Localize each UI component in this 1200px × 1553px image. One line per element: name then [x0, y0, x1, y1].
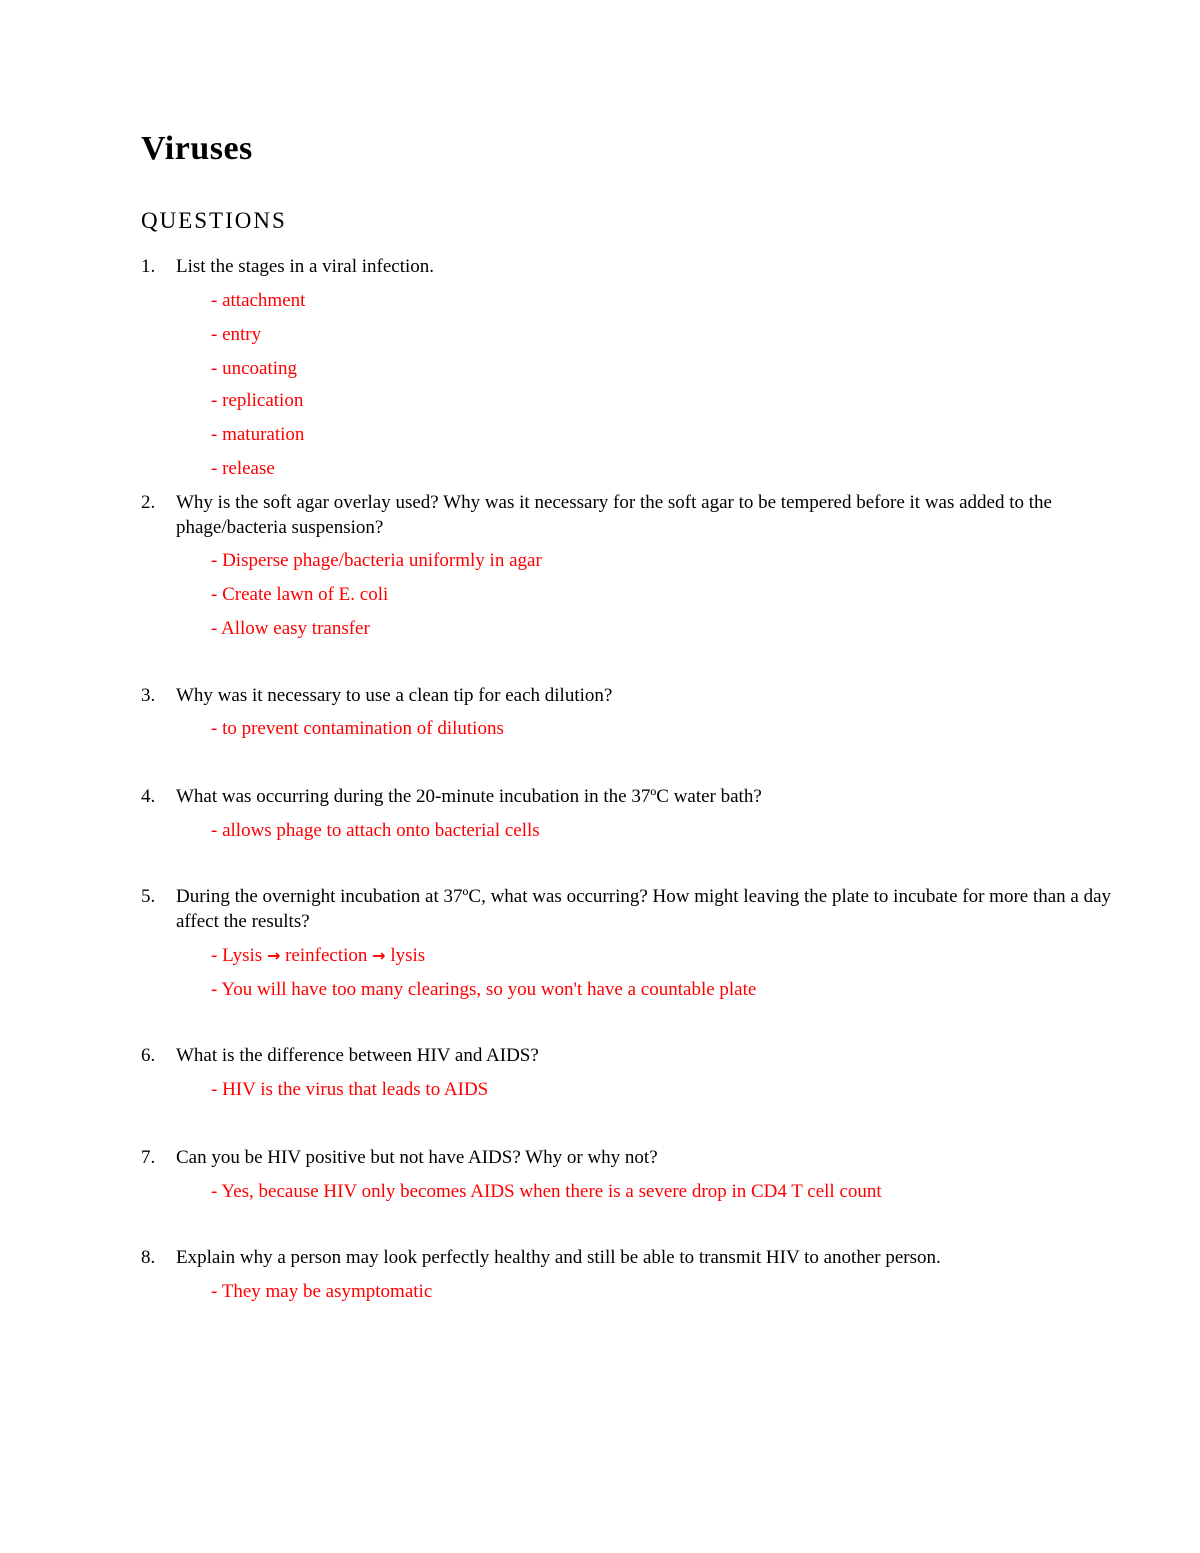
- answer-line: - Create lawn of E. coli: [211, 584, 389, 605]
- answer-line: - HIV is the virus that leads to AIDS: [211, 1079, 489, 1100]
- arrow-right-icon: →: [266, 946, 281, 965]
- question-number: 7.: [141, 1147, 156, 1168]
- document-title: Viruses: [141, 130, 253, 167]
- question-number: 5.: [141, 886, 156, 907]
- question-number: 1.: [141, 256, 156, 277]
- answer-line: - allows phage to attach onto bacterial cells: [211, 820, 540, 841]
- answer-line: - replication: [211, 390, 304, 411]
- question-text: List the stages in a viral infection.: [176, 256, 435, 277]
- answer-line: - You will have too many clearings, so you won't have a countable plate: [211, 979, 757, 1000]
- question-8: [141, 1245, 1131, 1270]
- answer-line: - attachment: [211, 290, 306, 311]
- question-text: Can you be HIV positive but not have AIDS? Why or why not?: [176, 1147, 658, 1168]
- question-5: [141, 884, 1131, 934]
- arrow-right-icon: →: [372, 946, 386, 965]
- question-4: [141, 784, 1131, 809]
- question-3: [141, 683, 1131, 708]
- answer-text: lysis: [385, 945, 426, 966]
- question-text: What is the difference between HIV and AIDS?: [176, 1045, 539, 1066]
- answer-line: - Allow easy transfer: [211, 618, 370, 639]
- answer-text: reinfection: [280, 945, 373, 966]
- answer-line: - maturation: [211, 424, 305, 445]
- question-6: [141, 1043, 1131, 1068]
- question-number: 3.: [141, 685, 156, 706]
- question-7: [141, 1145, 1131, 1170]
- answer-line: - to prevent contamination of dilutions: [211, 718, 504, 739]
- section-heading: QUESTIONS: [141, 208, 287, 233]
- question-2: [141, 490, 1131, 540]
- answer-line: - Yes, because HIV only becomes AIDS when there is a severe drop in CD4 T cell count: [211, 1181, 882, 1202]
- question-number: 8.: [141, 1247, 156, 1268]
- question-text: Explain why a person may look perfectly healthy and still be able to transmit HIV to another person.: [176, 1247, 941, 1268]
- answer-text: - Lysis: [211, 945, 267, 966]
- question-number: 4.: [141, 786, 156, 807]
- answer-line: - Disperse phage/bacteria uniformly in agar: [211, 550, 542, 571]
- question-text: Why is the soft agar overlay used? Why was it necessary for the soft agar to be tempered before it was added to the phage/bacteria suspension?: [176, 492, 1052, 538]
- answer-line-lysis: [211, 943, 425, 968]
- question-number: 2.: [141, 492, 156, 513]
- answer-line: - entry: [211, 324, 262, 345]
- question-text: During the overnight incubation at 37ºC, what was occurring? How might leaving the plate to incubate for more than a day affect the results?: [176, 886, 1112, 932]
- answer-line: - release: [211, 458, 275, 479]
- question-number: 6.: [141, 1045, 156, 1066]
- question-text: Why was it necessary to use a clean tip for each dilution?: [176, 685, 613, 706]
- answer-line: - uncoating: [211, 358, 298, 379]
- question-text: What was occurring during the 20-minute incubation in the 37ºC water bath?: [176, 786, 762, 807]
- answer-line: - They may be asymptomatic: [211, 1281, 433, 1302]
- question-1: [141, 254, 1131, 279]
